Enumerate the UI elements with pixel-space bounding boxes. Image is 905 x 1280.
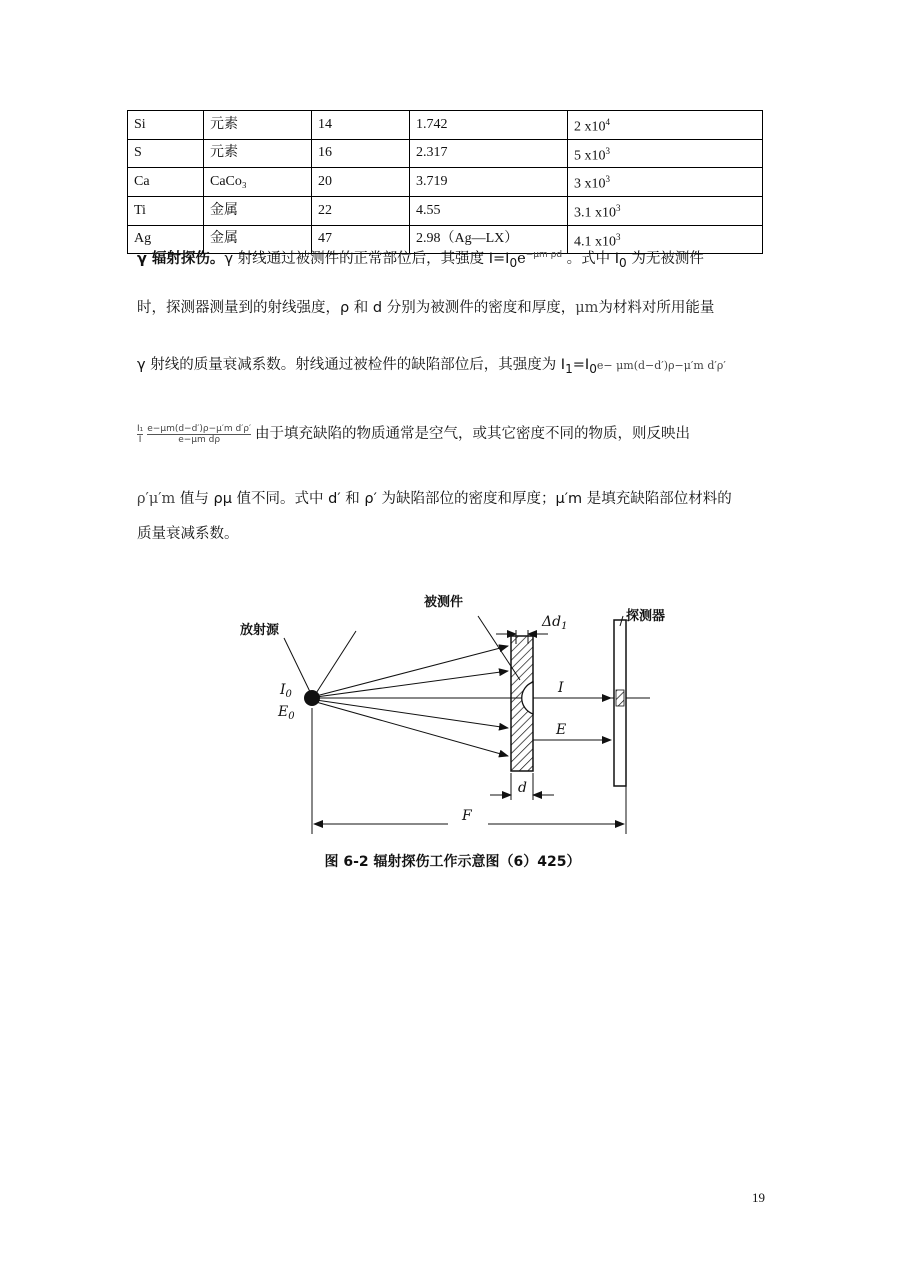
table-cell-value: 2.98（Ag—LX） — [410, 225, 568, 254]
paragraph-line-4: $\frac{\text{I₁}}{I}$ $\frac{\text{e−μm(d−d′)ρ−μ′m d′ρ′}}{\text{e−μm dρ}}$ 由于填充缺陷的物质通常是空气，或其它密度不同的物质，则反映出 — [137, 423, 691, 445]
object-label: 被测件 — [424, 595, 464, 610]
table-cell-coefficient: 3.1 $x10^3$ — [568, 196, 763, 225]
table-cell-z: 16 — [312, 139, 410, 168]
table-row — [128, 111, 763, 140]
I0-label: $I_0$ — [280, 682, 292, 700]
detector-spot — [616, 690, 624, 706]
table-cell-value: 1.742 — [410, 111, 568, 140]
table-row — [128, 168, 763, 197]
table-cell-z: 22 — [312, 196, 410, 225]
ray-arrow — [316, 702, 508, 756]
figure-caption: 图 6-2 辐射探伤工作示意图（6）425） — [324, 854, 581, 870]
table-row — [128, 196, 763, 225]
table-cell-value: 2.317 — [410, 139, 568, 168]
table-cell-symbol: Ag — [128, 225, 204, 254]
F-label: F — [462, 808, 472, 824]
formula-fraction: $\frac{\text{e−μm(d−d′)ρ−μ′m d′ρ′}}{\text{e−μm dρ}}$ — [147, 423, 252, 445]
radiography-diagram — [228, 578, 668, 840]
table-cell-symbol: Ca — [128, 168, 204, 197]
paragraph-line-3: γ 射线的质量衰减系数。射线通过被检件的缺陷部位后，其强度为 $I_1=I_0e- \mu m(d-d')\rho-\mu'm$ d′ρ′ — [137, 357, 726, 376]
ray-arrow — [316, 700, 508, 728]
table-cell-type: 金属 — [204, 225, 312, 254]
table-cell-coefficient: 5 $x10^3$ — [568, 139, 763, 168]
table-cell-coefficient: 3 $x10^3$ — [568, 168, 763, 197]
table-cell-symbol: Ti — [128, 196, 204, 225]
paragraph-line-6: 质量衰减系数。 — [137, 526, 239, 542]
E0-label: $E_0$ — [278, 704, 295, 722]
detector-label: 探测器 — [626, 609, 666, 624]
paragraph-line-5: ρ′μ′m 值与 ρμ 值不同。式中 d′ 和 ρ′ 为缺陷部位的密度和厚度；μ′m 是填充缺陷部位材料的 — [137, 491, 732, 507]
E-label: E — [556, 722, 567, 738]
element-table — [127, 110, 763, 254]
table-cell-coefficient: 2 $x10^4$ — [568, 111, 763, 140]
paragraph-line-2: 时，探测器测量到的射线强度，ρ 和 d 分别为被测件的密度和厚度，μm为材料对所用能量 — [137, 300, 715, 316]
d-label: d — [518, 780, 527, 796]
table-cell-type: CaCo₃ — [204, 168, 312, 197]
table-cell-value: 3.719 — [410, 168, 568, 197]
table-cell-value: 4.55 — [410, 196, 568, 225]
table-row — [128, 139, 763, 168]
I-label: I — [558, 680, 564, 696]
table-cell-type: 元素 — [204, 111, 312, 140]
page-number: 19 — [752, 1190, 765, 1205]
table-cell-symbol: Si — [128, 111, 204, 140]
ratio-fraction: $\frac{\text{I₁}}{I}$ — [137, 423, 144, 445]
table-cell-z: 14 — [312, 111, 410, 140]
table-cell-z: 47 — [312, 225, 410, 254]
table-cell-type: 元素 — [204, 139, 312, 168]
table-cell-coefficient: 4.1 $x10^3$ — [568, 225, 763, 254]
ray-arrow — [316, 671, 508, 697]
paragraph-line-1: γ 辐射探伤。γ 射线通过被测件的正常部位后，其强度 $I=I_0e^{-\mu m \rho d}$ 。式中 $I_0$ 为无被测件 — [137, 250, 704, 270]
table-cell-symbol: S — [128, 139, 204, 168]
table-cell-type: 金属 — [204, 196, 312, 225]
ray-arrow — [316, 646, 508, 696]
source-ray — [313, 631, 356, 698]
source-label: 放射源 — [240, 623, 280, 638]
table-cell-z: 20 — [312, 168, 410, 197]
delta-d1-label: $\Delta d_1$ — [542, 614, 568, 632]
radiation-source — [304, 690, 320, 706]
